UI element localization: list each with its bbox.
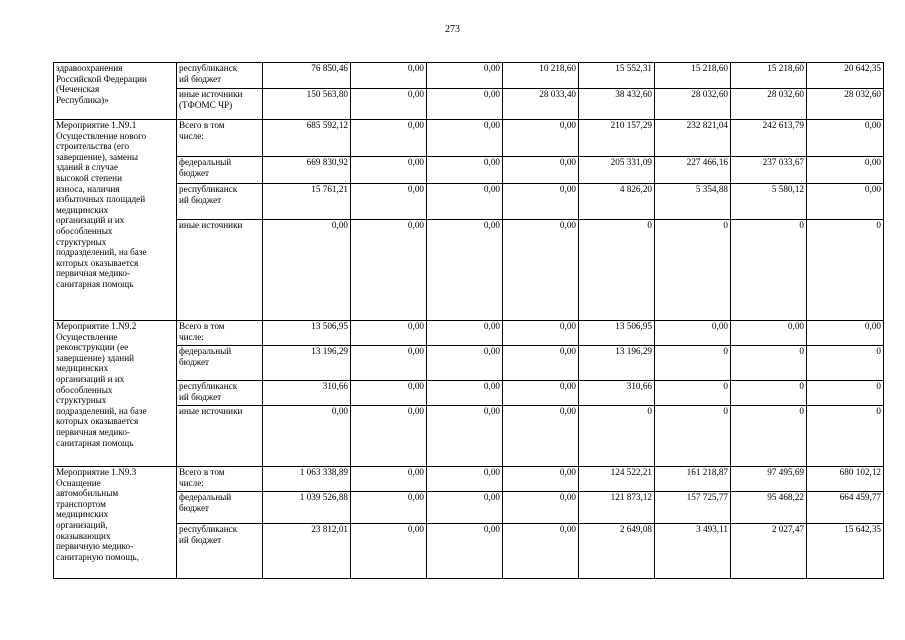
value-cell: 15 761,21 [263, 184, 351, 220]
value-cell: 310,66 [579, 381, 655, 406]
value-cell: 0 [655, 220, 731, 321]
value-cell: 161 218,87 [655, 467, 731, 492]
value-cell: 157 725,77 [655, 492, 731, 524]
value-cell: 0,00 [427, 184, 503, 220]
value-cell: 76 850,46 [263, 63, 351, 89]
value-cell: 0,00 [503, 467, 579, 492]
value-cell: 13 506,95 [263, 321, 351, 346]
value-cell: 97 495,69 [731, 467, 807, 492]
value-cell: 38 432,60 [579, 89, 655, 120]
funding-source-cell: республиканск ий бюджет [177, 524, 263, 579]
value-cell: 0,00 [263, 220, 351, 321]
funding-source-cell: федеральный бюджет [177, 157, 263, 184]
funding-source-cell: Всего в том числе: [177, 467, 263, 492]
value-cell: 680 102,12 [807, 467, 884, 492]
value-cell: 0,00 [427, 492, 503, 524]
value-cell: 669 830,92 [263, 157, 351, 184]
value-cell: 0,00 [427, 381, 503, 406]
value-cell: 0,00 [503, 406, 579, 467]
value-cell: 227 466,16 [655, 157, 731, 184]
funding-source-cell: Всего в том числе: [177, 321, 263, 346]
value-cell: 0,00 [731, 321, 807, 346]
value-cell: 0 [579, 220, 655, 321]
value-cell: 0,00 [503, 157, 579, 184]
value-cell: 237 033,67 [731, 157, 807, 184]
value-cell: 15 218,60 [655, 63, 731, 89]
value-cell: 0,00 [351, 524, 427, 579]
value-cell: 0,00 [263, 406, 351, 467]
value-cell: 0,00 [503, 321, 579, 346]
value-cell: 0,00 [351, 381, 427, 406]
value-cell: 242 613,79 [731, 120, 807, 157]
table-row [54, 184, 884, 220]
funding-source-cell: иные источники (ТФОМС ЧР) [177, 89, 263, 120]
value-cell: 0,00 [427, 157, 503, 184]
table-row [54, 89, 884, 120]
funding-source-cell: федеральный бюджет [177, 346, 263, 381]
value-cell: 13 506,95 [579, 321, 655, 346]
measure-name-cell: здравоохранения Российской Федерации (Чеченская Республика)» [54, 63, 177, 120]
value-cell: 0,00 [807, 321, 884, 346]
table-row [54, 492, 884, 524]
table-row [54, 220, 884, 321]
value-cell: 685 592,12 [263, 120, 351, 157]
value-cell: 0,00 [503, 524, 579, 579]
value-cell: 210 157,29 [579, 120, 655, 157]
value-cell: 3 493,11 [655, 524, 731, 579]
value-cell: 0,00 [807, 120, 884, 157]
value-cell: 0 [807, 220, 884, 321]
value-cell: 0 [655, 406, 731, 467]
funding-source-cell: республиканск ий бюджет [177, 381, 263, 406]
value-cell: 0,00 [351, 63, 427, 89]
value-cell: 13 196,29 [263, 346, 351, 381]
value-cell: 0,00 [351, 184, 427, 220]
value-cell: 232 821,04 [655, 120, 731, 157]
measure-name-cell: Мероприятие 1.N9.3 Оснащение автомобильным транспортом медицинских организаций, оказывающих первичную медико- санитарную помощь, [54, 467, 177, 579]
value-cell: 0,00 [427, 524, 503, 579]
value-cell: 0,00 [351, 467, 427, 492]
table-row [54, 120, 884, 157]
value-cell: 0 [807, 381, 884, 406]
value-cell: 20 642,35 [807, 63, 884, 89]
value-cell: 1 039 526,88 [263, 492, 351, 524]
budget-table [53, 62, 884, 579]
value-cell: 28 032,60 [731, 89, 807, 120]
value-cell: 0,00 [427, 321, 503, 346]
value-cell: 0,00 [503, 381, 579, 406]
value-cell: 13 196,29 [579, 346, 655, 381]
value-cell: 0 [807, 406, 884, 467]
value-cell: 0 [731, 346, 807, 381]
value-cell: 1 063 338,89 [263, 467, 351, 492]
value-cell: 0,00 [351, 346, 427, 381]
value-cell: 15 218,60 [731, 63, 807, 89]
value-cell: 28 033,40 [503, 89, 579, 120]
value-cell: 0,00 [503, 220, 579, 321]
value-cell: 0 [655, 346, 731, 381]
page-number: 273 [445, 24, 460, 35]
table-row [54, 346, 884, 381]
value-cell: 0 [731, 406, 807, 467]
value-cell: 150 563,80 [263, 89, 351, 120]
funding-source-cell: республиканск ий бюджет [177, 63, 263, 89]
value-cell: 0 [655, 381, 731, 406]
value-cell: 121 873,12 [579, 492, 655, 524]
table-row [54, 157, 884, 184]
value-cell: 664 459,77 [807, 492, 884, 524]
value-cell: 0,00 [503, 120, 579, 157]
value-cell: 0,00 [351, 120, 427, 157]
measure-name-cell: Мероприятие 1.N9.1 Осуществление нового строительства (его завершение), замены зданий в случае высокой степени износа, наличия избыточных площадей медицинских организаций и их обособленных структурных подразделений, на базе которых оказывается первичная медико- санитарная помощь [54, 120, 177, 321]
value-cell: 0,00 [427, 406, 503, 467]
table-row [54, 406, 884, 467]
funding-source-cell: иные источники [177, 406, 263, 467]
value-cell: 15 642,35 [807, 524, 884, 579]
table-row [54, 467, 884, 492]
value-cell: 95 468,22 [731, 492, 807, 524]
value-cell: 2 027,47 [731, 524, 807, 579]
value-cell: 0,00 [351, 220, 427, 321]
value-cell: 0,00 [807, 157, 884, 184]
value-cell: 0,00 [427, 120, 503, 157]
value-cell: 0,00 [655, 321, 731, 346]
value-cell: 23 812,01 [263, 524, 351, 579]
value-cell: 28 032,60 [655, 89, 731, 120]
table-row [54, 381, 884, 406]
value-cell: 205 331,09 [579, 157, 655, 184]
value-cell: 0,00 [503, 492, 579, 524]
value-cell: 0 [579, 406, 655, 467]
value-cell: 124 522,21 [579, 467, 655, 492]
funding-source-cell: республиканск ий бюджет [177, 184, 263, 220]
value-cell: 0 [731, 381, 807, 406]
value-cell: 0,00 [503, 184, 579, 220]
value-cell: 0,00 [351, 157, 427, 184]
value-cell: 4 826,20 [579, 184, 655, 220]
funding-source-cell: иные источники [177, 220, 263, 321]
value-cell: 0 [807, 346, 884, 381]
value-cell: 0,00 [351, 406, 427, 467]
table-row [54, 63, 884, 89]
value-cell: 0,00 [351, 89, 427, 120]
table-row [54, 321, 884, 346]
value-cell: 0,00 [807, 184, 884, 220]
value-cell: 0,00 [427, 346, 503, 381]
value-cell: 0,00 [351, 321, 427, 346]
funding-source-cell: федеральный бюджет [177, 492, 263, 524]
value-cell: 5 354,88 [655, 184, 731, 220]
value-cell: 0,00 [427, 63, 503, 89]
value-cell: 310,66 [263, 381, 351, 406]
value-cell: 0,00 [427, 220, 503, 321]
measure-name-cell: Мероприятие 1.N9.2 Осуществление реконструкции (ее завершение) зданий медицинских организаций и их обособленных структурных подразделений, на базе которых оказывается первичная медико- санитарная помощь [54, 321, 177, 467]
funding-source-cell: Всего в том числе: [177, 120, 263, 157]
table-row [54, 524, 884, 579]
value-cell: 0,00 [427, 89, 503, 120]
value-cell: 0,00 [427, 467, 503, 492]
value-cell: 10 218,60 [503, 63, 579, 89]
value-cell: 0,00 [503, 346, 579, 381]
value-cell: 0,00 [351, 492, 427, 524]
value-cell: 0 [731, 220, 807, 321]
value-cell: 15 552,31 [579, 63, 655, 89]
value-cell: 5 580,12 [731, 184, 807, 220]
value-cell: 2 649,08 [579, 524, 655, 579]
value-cell: 28 032,60 [807, 89, 884, 120]
